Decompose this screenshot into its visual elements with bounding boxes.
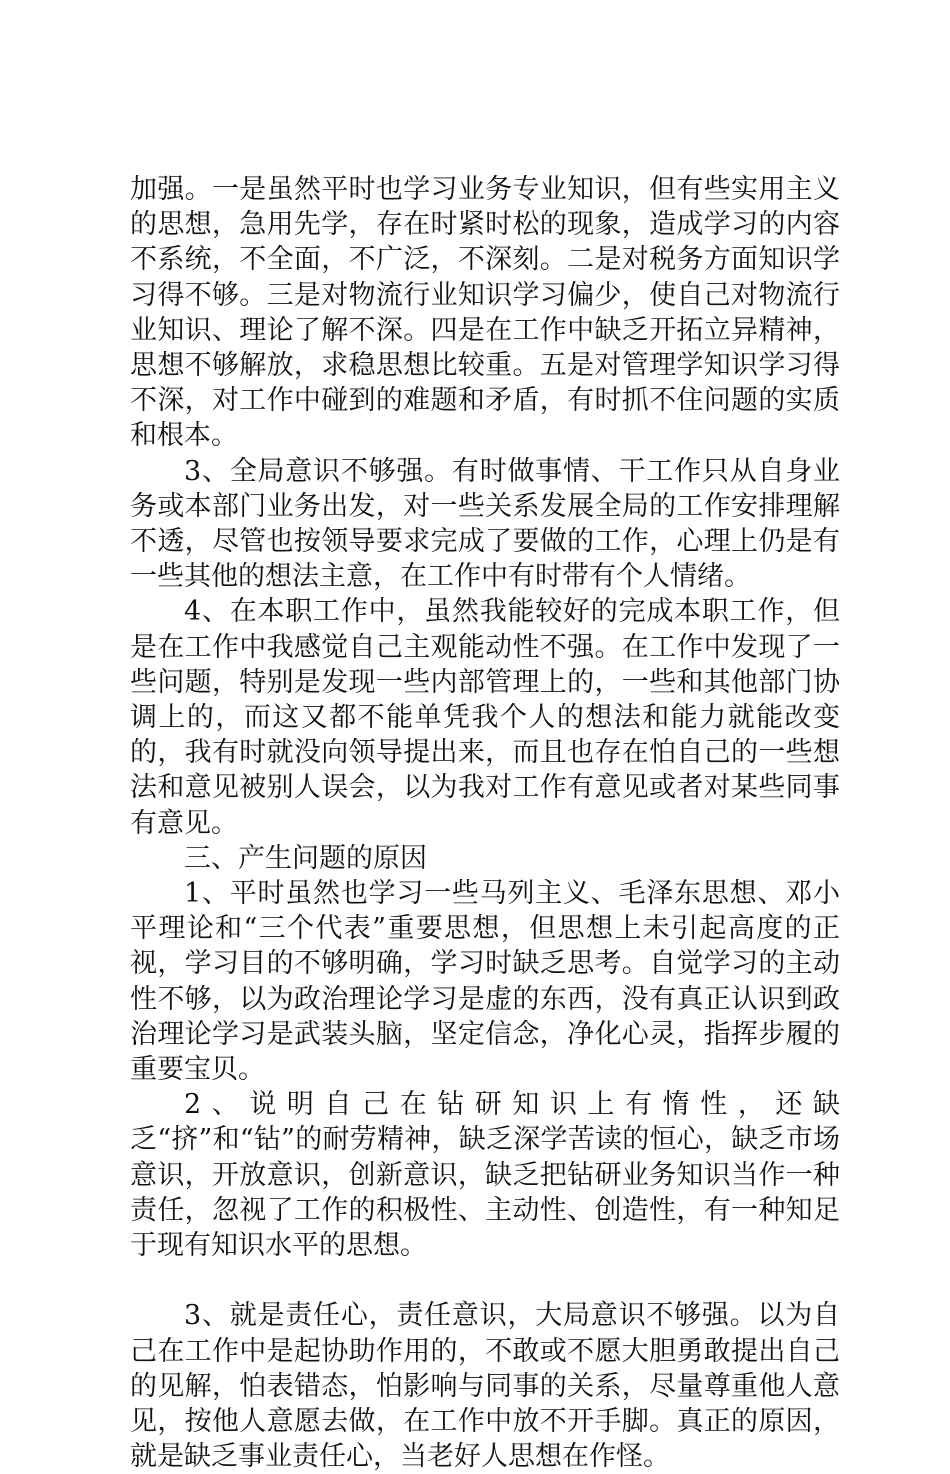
paragraph-continuation: 加强。一是虽然平时也学习业务专业知识，但有些实用主义的思想，急用先学，存在时紧时松的现象，造成学习的内容不系统，不全面，不广泛，不深刻。二是对税务方面知识学习得不够。三是对物流行业知识学习偏少，使自己对物流行业知识、理论了解不深。四是在工作中缺乏开拓立异精神，思想不够解放，求稳思想比较重。五是对管理学知识学习得不深，对工作中碰到的难题和矛盾，有时抓不住问题的实质和根本。	[130, 174, 840, 452]
paragraph-item-3: 3、全局意识不够强。有时做事情、干工作只从自身业务或本部门业务出发，对一些关系发展全局的工作安排理解不透，尽管也按领导要求完成了要做的工作，心理上仍是有一些其他的想法主意，在工作中有时带有个人情绪。	[130, 455, 840, 593]
paragraph-cause-3: 3、就是责任心，责任意识，大局意识不够强。以为自己在工作中是起协助作用的，不敢或不愿大胆勇敢提出自己的见解，怕表错态，怕影响与同事的关系，尽量尊重他人意见，按他人意愿去做，在工作中放不开手脚。真正的原因，就是缺乏事业责任心，当老好人思想在作怪。	[130, 1300, 840, 1473]
blank-line	[130, 1263, 840, 1298]
paragraph-cause-2: 2、说明自己在钻研知识上有惰性，还缺乏“挤”和“钻”的耐劳精神，缺乏深学苦读的恒心，缺乏市场意识，开放意识，创新意识，缺乏把钻研业务知识当作一种责任，忽视了工作的积极性、主动性、创造性，有一种知足于现有知识水平的思想。	[130, 1089, 840, 1262]
paragraph-cause-1: 1、平时虽然也学习一些马列主义、毛泽东思想、邓小平理论和“三个代表”重要思想，但思想上未引起高度的正视，学习目的不够明确，学习时缺乏思考。自觉学习的主动性不够，以为政治理论学习是虚的东西，没有真正认识到政治理论学习是武装头脑，坚定信念，净化心灵，指挥步履的重要宝贝。	[130, 878, 840, 1086]
section-heading: 三、产生问题的原因	[184, 842, 427, 874]
paragraph-item-4: 4、在本职工作中，虽然我能较好的完成本职工作，但是在工作中我感觉自己主观能动性不强。在工作中发现了一些问题，特别是发现一些内部管理上的，一些和其他部门协调上的，而这又都不能单凭我个人的想法和能力就能改变的，我有时就没向领导提出来，而且也存在怕自己的一些想法和意见被别人误会，以为我对工作有意见或者对某些同事有意见。	[130, 596, 840, 839]
document-body	[130, 172, 840, 1474]
